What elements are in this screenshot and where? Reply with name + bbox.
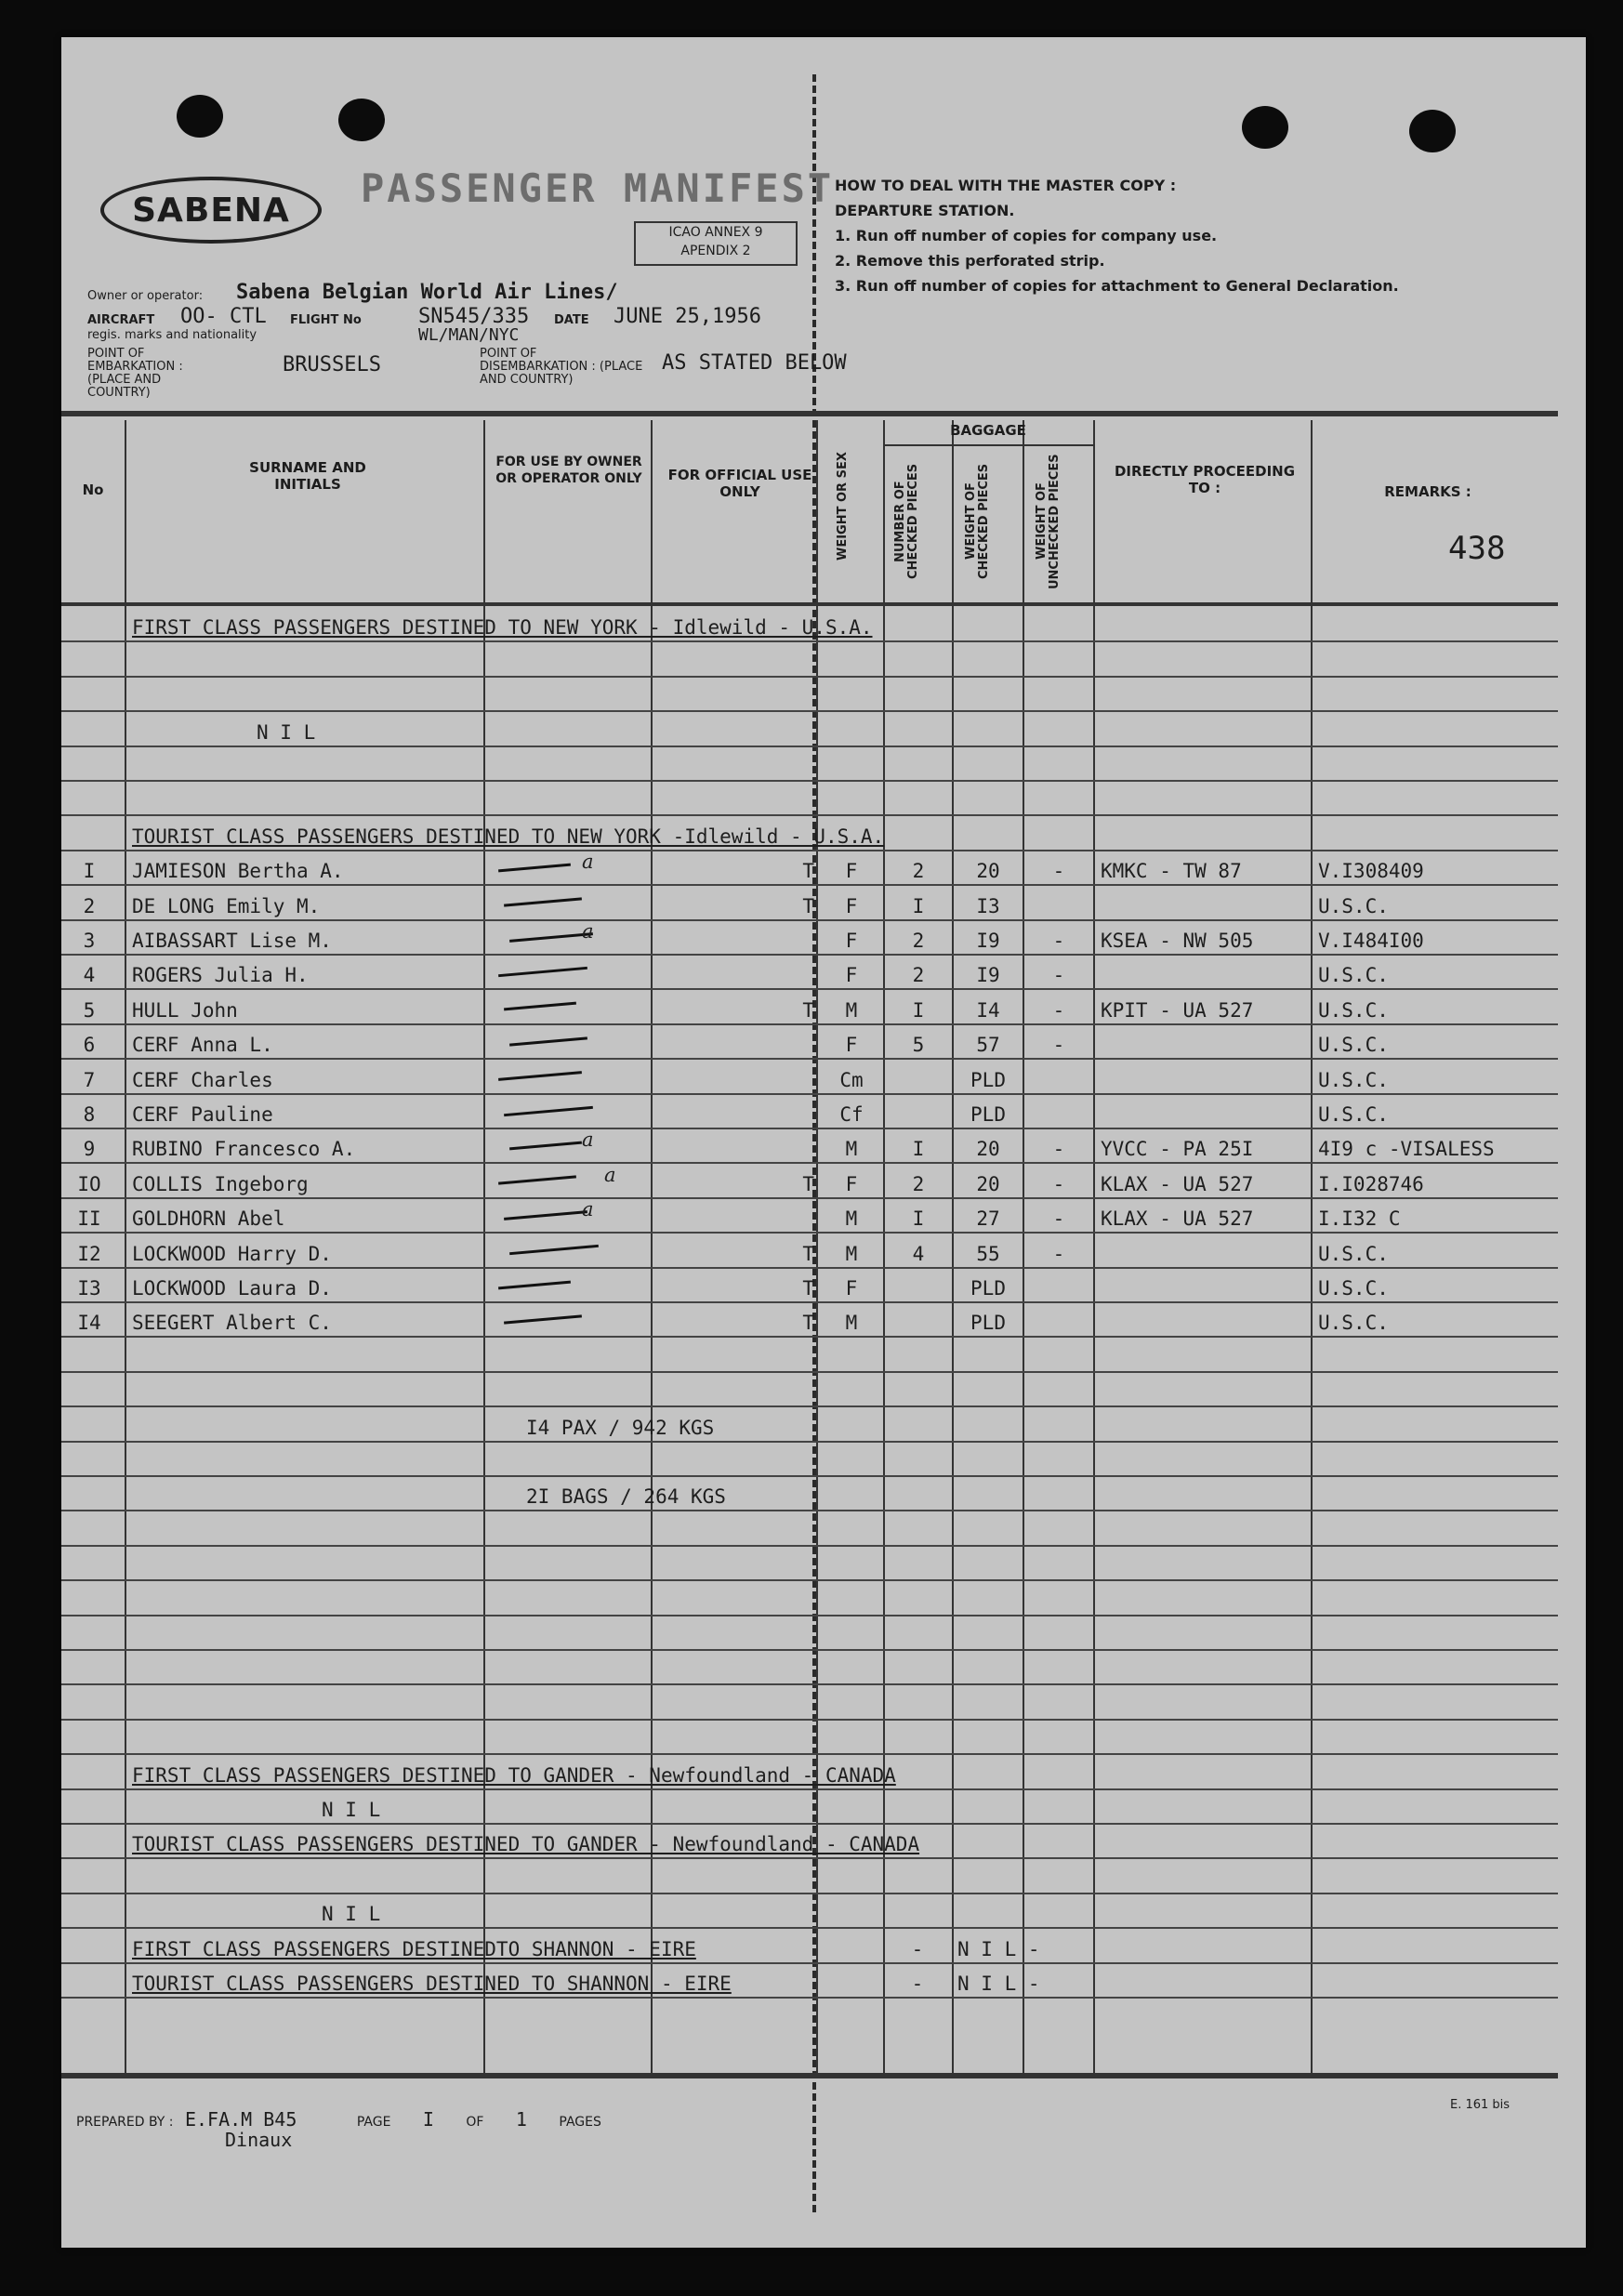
passenger-name: SEEGERT Albert C. [132,1312,332,1335]
table-row [61,990,1558,1024]
proceeding-to: KLAX - UA 527 [1101,1172,1254,1195]
checked-pieces: 5 [912,1034,925,1057]
handwritten-mark: a [582,919,594,943]
weight-or-sex: Cm [839,1068,864,1091]
table-row [61,956,1558,990]
nil-row [61,1894,1558,1929]
dash-mark: - [911,1972,924,1995]
nil-row [61,1790,1558,1825]
table-row [61,1199,1558,1234]
proceeding-to: KSEA - NW 505 [1101,929,1254,952]
handwritten-mark: a [582,851,594,874]
handwritten-tick [504,1105,593,1115]
table-top-rule [61,411,1558,416]
passenger-number: II [77,1207,101,1231]
remarks: U.S.C. [1318,1242,1389,1265]
instruction-line: HOW TO DEAL WITH THE MASTER COPY : [835,177,1177,194]
section-heading: TOURIST CLASS PASSENGERS DESTINED TO GANDER - Newfoundland - CANADA [132,1833,920,1856]
instruction-line: 2. Remove this perforated strip. [835,252,1105,270]
checked-weight: I9 [976,929,1000,952]
aircraft-label: AIRCRAFT [87,313,155,327]
col-header-baggage: BAGGAGE [950,422,1026,439]
section-heading: TOURIST CLASS PASSENGERS DESTINED TO NEW YORK -Idlewild - U.S.A. [132,825,885,848]
totals-row [61,1407,1558,1442]
prepared-label: PREPARED BY : [76,2115,174,2130]
passenger-number: 7 [83,1068,96,1091]
col-header-proceeding: DIRECTLY PROCEEDING TO : [1114,463,1296,496]
nil-label: N I L [322,1903,381,1926]
passenger-number: 3 [83,929,96,952]
checked-pieces: 2 [912,860,925,883]
passenger-name: HULL John [132,998,238,1022]
remarks: U.S.C. [1318,1068,1389,1091]
passenger-number: 2 [83,894,96,917]
unchecked-weight: - [1052,929,1065,952]
punch-hole [1242,106,1288,149]
page-title: PASSENGER MANIFEST [361,165,835,211]
passenger-number: I3 [77,1276,101,1300]
handwritten-tick [498,1071,582,1081]
embark-value: BRUSSELS [283,353,381,376]
official-use: T [802,894,814,917]
passenger-name: COLLIS Ingeborg [132,1172,309,1195]
dash-mark: - [911,1937,924,1960]
checked-pieces: 4 [912,1242,925,1265]
weight-or-sex: F [845,860,858,883]
table-row [61,851,1558,886]
passenger-number: 8 [83,1102,96,1126]
passenger-number: 9 [83,1138,96,1161]
pages-label: PAGES [559,2115,601,2130]
weight-or-sex: Cf [839,1102,864,1126]
weight-or-sex: F [845,1276,858,1300]
checked-weight: I9 [976,964,1000,987]
passenger-number: 6 [83,1034,96,1057]
checked-pieces: I [912,1207,925,1231]
punch-hole [338,99,385,141]
table-row [61,1060,1558,1094]
date-label: DATE [554,313,589,327]
blank-row [61,782,1558,816]
blank-row [61,747,1558,782]
official-use: T [802,998,814,1022]
checked-pieces: I [912,998,925,1022]
proceeding-to: YVCC - PA 25I [1101,1138,1254,1161]
section-row [61,1929,1558,1963]
handwritten-tick [504,1002,576,1011]
col-header-weight-sex: WEIGHT OR SEX [836,452,850,561]
handwritten-tick [498,1176,576,1185]
blank-row [61,1443,1558,1477]
handwritten-tick [504,1210,587,1221]
embark-label: POINT OF EMBARKATION : (PLACE AND COUNTRY) [87,347,183,400]
blank-row [61,1651,1558,1685]
blank-row [61,1721,1558,1755]
passenger-name: CERF Charles [132,1068,273,1091]
sabena-logo: SABENA [100,177,322,244]
icao-line2: APENDIX 2 [680,244,751,258]
weight-or-sex: M [845,998,858,1022]
page-value: I [422,2108,434,2131]
instruction-line: DEPARTURE STATION. [835,202,1015,219]
official-use: T [802,860,814,883]
blank-row [61,1338,1558,1372]
instruction-line: 3. Run off number of copies for attachment to General Declaration. [835,277,1399,295]
nil-row [61,712,1558,746]
passenger-number: I [83,860,96,883]
section-row [61,608,1558,642]
handwritten-tick [498,1280,571,1289]
handwritten-tick [504,1314,582,1324]
table-row [61,1164,1558,1198]
remarks: U.S.C. [1318,1034,1389,1057]
table-row [61,1129,1558,1164]
table-row [61,886,1558,920]
table-row [61,1025,1558,1060]
unchecked-weight: - [1052,1172,1065,1195]
remarks: U.S.C. [1318,1312,1389,1335]
icao-line1: ICAO ANNEX 9 [668,225,763,240]
weight-or-sex: F [845,929,858,952]
passenger-name: JAMIESON Bertha A. [132,860,344,883]
official-use: T [802,1172,814,1195]
weight-or-sex: M [845,1207,858,1231]
weight-or-sex: F [845,1172,858,1195]
passenger-number: I4 [77,1312,101,1335]
checked-weight: 20 [976,1172,1000,1195]
owner-label: Owner or operator: [87,289,204,303]
handwritten-mark: a [604,1163,616,1186]
manifest-sheet [61,37,1586,2248]
passenger-name: AIBASSART Lise M. [132,929,332,952]
official-use: T [802,1242,814,1265]
handwritten-tick [504,898,582,907]
section-heading: FIRST CLASS PASSENGERS DESTINED TO GANDER - Newfoundland - CANADA [132,1763,896,1787]
weight-or-sex: F [845,894,858,917]
section-heading: FIRST CLASS PASSENGERS DESTINEDTO SHANNON - EIRE [132,1937,696,1960]
disembark-value: AS STATED BELOW [662,351,847,375]
unchecked-weight: - [1052,964,1065,987]
checked-weight: 55 [976,1242,1000,1265]
table-bottom-rule [61,2073,1558,2078]
remarks: V.I308409 [1318,860,1424,883]
nil-label: N I L [322,1798,381,1821]
checked-weight: 27 [976,1207,1000,1231]
col-header-surname: SURNAME AND INITIALS [249,459,366,493]
totals-row [61,1477,1558,1511]
nil-label: N I L - [957,1937,1040,1960]
col-header-unchecked-wt: WEIGHT OF UNCHECKED PIECES [1035,454,1062,589]
nil-label: N I L [257,720,316,744]
handwritten-mark: a [582,1198,594,1221]
disembark-label: POINT OF DISEMBARKATION : (PLACE AND COUNTRY) [480,347,643,387]
punch-hole [177,95,223,138]
date-value: JUNE 25,1956 [614,305,761,328]
remarks-page-number: 438 [1448,530,1506,567]
checked-weight: PLD [970,1312,1006,1335]
remarks: U.S.C. [1318,1102,1389,1126]
handwritten-tick [509,932,593,943]
checked-pieces: I [912,1138,925,1161]
aircraft-sub: regis. marks and nationality [87,328,257,342]
table-row [61,1269,1558,1303]
checked-weight: PLD [970,1068,1006,1091]
passenger-number: 4 [83,964,96,987]
proceeding-to: KMKC - TW 87 [1101,860,1242,883]
punch-hole [1409,110,1456,152]
icao-box [634,221,798,266]
unchecked-weight: - [1052,1242,1065,1265]
flight-value: SN545/335 [418,305,530,328]
unchecked-weight: - [1052,1207,1065,1231]
col-header-owner-use: FOR USE BY OWNER OR OPERATOR ONLY [495,455,642,486]
table-row [61,1095,1558,1129]
section-row [61,1755,1558,1789]
checked-pieces: 2 [912,1172,925,1195]
blank-row [61,642,1558,677]
unchecked-weight: - [1052,860,1065,883]
section-row [61,1964,1558,1999]
remarks: U.S.C. [1318,998,1389,1022]
checked-weight: 57 [976,1034,1000,1057]
blank-row [61,1581,1558,1616]
total-pax: I4 PAX / 942 KGS [526,1416,715,1439]
checked-pieces: I [912,894,925,917]
weight-or-sex: M [845,1312,858,1335]
passenger-name: LOCKWOOD Laura D. [132,1276,332,1300]
passenger-name: CERF Pauline [132,1102,273,1126]
blank-row [61,1511,1558,1546]
form-code: E. 161 bis [1450,2098,1511,2112]
prepared-value: E.FA.M B45 [184,2108,297,2131]
passenger-name: GOLDHORN Abel [132,1207,285,1231]
checked-weight: PLD [970,1102,1006,1126]
blank-row [61,1859,1558,1894]
handwritten-tick [498,967,587,977]
checked-weight: 20 [976,860,1000,883]
passenger-name: LOCKWOOD Harry D. [132,1242,332,1265]
table-row [61,921,1558,956]
flight-sub: WL/MAN/NYC [418,325,520,345]
checked-weight: I3 [976,894,1000,917]
col-header-checked-num: NUMBER OF CHECKED PIECES [893,463,920,580]
handwritten-tick [509,1141,582,1151]
official-use: T [802,1276,814,1300]
nil-label: N I L - [957,1972,1040,1995]
official-use: T [802,1312,814,1335]
page-label: PAGE [356,2115,391,2130]
baggage-divider [883,444,1093,446]
table-row [61,1234,1558,1268]
aircraft-value: OO- CTL [180,305,267,328]
handwritten-tick [509,1245,599,1255]
unchecked-weight: - [1052,998,1065,1022]
total-bags: 2I BAGS / 264 KGS [526,1485,726,1509]
of-value: 1 [515,2108,527,2131]
passenger-number: IO [77,1172,101,1195]
section-heading: TOURIST CLASS PASSENGERS DESTINED TO SHANNON - EIRE [132,1972,732,1995]
weight-or-sex: F [845,1034,858,1057]
blank-row [61,1616,1558,1651]
unchecked-weight: - [1052,1138,1065,1161]
col-header-remarks: REMARKS : [1384,483,1471,500]
handwritten-tick [509,1036,587,1046]
unchecked-weight: - [1052,1034,1065,1057]
remarks: U.S.C. [1318,1276,1389,1300]
col-header-no: No [82,482,104,498]
proceeding-to: KPIT - UA 527 [1101,998,1254,1022]
owner-value: Sabena Belgian World Air Lines/ [236,281,618,304]
weight-or-sex: M [845,1242,858,1265]
remarks: U.S.C. [1318,894,1389,917]
footer [76,2108,601,2131]
checked-pieces: 2 [912,929,925,952]
header-bottom-rule [61,602,1558,606]
checked-weight: 20 [976,1138,1000,1161]
handwritten-tick [498,863,571,872]
passenger-name: DE LONG Emily M. [132,894,321,917]
blank-row [61,678,1558,712]
section-row [61,1825,1558,1859]
remarks: I.I028746 [1318,1172,1424,1195]
of-label: OF [466,2115,484,2130]
remarks: U.S.C. [1318,964,1389,987]
checked-weight: PLD [970,1276,1006,1300]
passenger-name: RUBINO Francesco A. [132,1138,356,1161]
checked-pieces: 2 [912,964,925,987]
checked-weight: I4 [976,998,1000,1022]
section-heading: FIRST CLASS PASSENGERS DESTINED TO NEW YORK - Idlewild - U.S.A. [132,616,873,640]
instruction-line: 1. Run off number of copies for company use. [835,227,1218,244]
col-header-checked-wt: WEIGHT OF CHECKED PIECES [964,463,991,580]
remarks: 4I9 c -VISALESS [1318,1138,1495,1161]
blank-row [61,1685,1558,1720]
col-header-official: FOR OFFICIAL USE ONLY [667,467,812,500]
passenger-number: I2 [77,1242,101,1265]
section-row [61,816,1558,851]
blank-row [61,1373,1558,1407]
remarks: I.I32 C [1318,1207,1401,1231]
passenger-name: ROGERS Julia H. [132,964,309,987]
passenger-name: CERF Anna L. [132,1034,273,1057]
passenger-number: 5 [83,998,96,1022]
remarks: V.I484I00 [1318,929,1424,952]
handwritten-mark: a [582,1128,594,1152]
table-row [61,1303,1558,1338]
weight-or-sex: F [845,964,858,987]
weight-or-sex: M [845,1138,858,1161]
blank-row [61,1547,1558,1581]
flight-label: FLIGHT No [290,313,362,327]
signer-name: Dinaux [225,2129,293,2151]
proceeding-to: KLAX - UA 527 [1101,1207,1254,1231]
instructions [835,173,1485,298]
